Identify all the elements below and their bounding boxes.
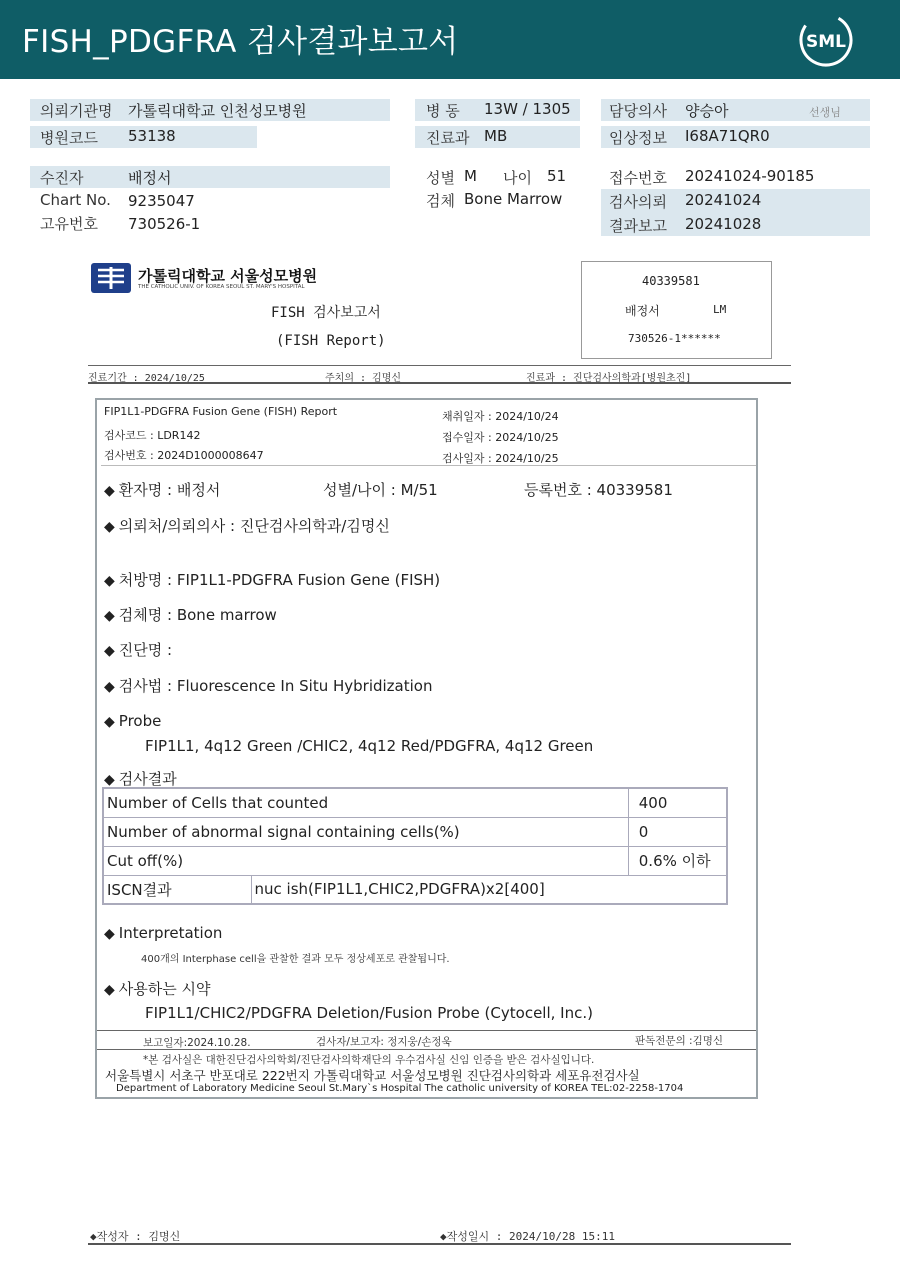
result-value: 20241028 bbox=[685, 215, 762, 233]
table-row bbox=[103, 846, 727, 875]
box-code: LM bbox=[713, 303, 727, 316]
test-title: FIP1L1-PDGFRA Fusion Gene (FISH) Report bbox=[104, 405, 338, 418]
uid-value: 730526-1 bbox=[128, 215, 201, 233]
chart-label: Chart No. bbox=[40, 191, 111, 209]
divider bbox=[88, 365, 791, 366]
interp-label: ◆ Interpretation bbox=[104, 924, 223, 942]
row-name: Number of abnormal signal containing cells(%) bbox=[103, 817, 628, 846]
divider bbox=[97, 1030, 756, 1031]
row-value: 400 bbox=[628, 788, 727, 817]
report-subtitle: (FISH Report) bbox=[276, 333, 386, 349]
sml-logo-icon bbox=[798, 12, 854, 68]
address-en: Department of Laboratory Medicine Seoul St.Mary`s Hospital The catholic university of KOREA TEL:02-2258-1704 bbox=[116, 1083, 684, 1094]
sexage-line: 성별/나이 : M/51 bbox=[323, 481, 438, 499]
divider bbox=[97, 1049, 756, 1050]
iscn-label: ISCN결과 bbox=[103, 875, 251, 904]
row-name: Number of Cells that counted bbox=[103, 788, 628, 817]
hospital-logo-icon bbox=[90, 262, 132, 294]
examiner: 검사자/보고자: 정지웅/손정욱 bbox=[316, 1036, 452, 1048]
address: 서울특별시 서초구 반포대로 222번지 가톨릭대학교 서울성모병원 진단검사의학과 세포유전검사실 bbox=[105, 1068, 640, 1083]
box-name: 배정서 bbox=[625, 304, 660, 318]
dept-value: MB bbox=[484, 127, 508, 145]
accept-value: 20241024-90185 bbox=[685, 167, 815, 185]
ward-label: 병 동 bbox=[426, 102, 460, 120]
specimen-line: ◆ 검체명 : Bone marrow bbox=[104, 606, 277, 624]
age-value: 51 bbox=[547, 167, 567, 185]
uid-label: 고유번호 bbox=[40, 215, 98, 233]
page-title: FISH_PDGFRA 검사결과보고서 bbox=[22, 24, 459, 60]
age-label: 나이 bbox=[503, 169, 532, 187]
hospital-label: 의뢰기관명 bbox=[40, 102, 113, 120]
dept-label: 진료과 bbox=[426, 129, 470, 147]
table-row bbox=[103, 875, 727, 904]
report-title: FISH 검사보고서 bbox=[271, 305, 381, 321]
reagent-label: ◆ 사용하는 시약 bbox=[104, 980, 211, 998]
table-row bbox=[103, 817, 727, 846]
meta-doctor: 주치의 : 김명신 bbox=[325, 373, 402, 384]
patient-value: 배정서 bbox=[128, 169, 172, 187]
table-row bbox=[103, 788, 727, 817]
hospcode-value: 53138 bbox=[128, 127, 176, 145]
clinical-label: 임상정보 bbox=[609, 129, 667, 147]
probe-value: FIP1L1, 4q12 Green /CHIC2, 4q12 Red/PDGFRA, 4q12 Green bbox=[145, 737, 594, 755]
patient-line: ◆ 환자명 : 배정서 bbox=[104, 481, 221, 499]
accept-label: 접수번호 bbox=[609, 169, 667, 187]
exam-date: 검사일자 : 2024/10/25 bbox=[442, 452, 559, 465]
specimen-value: Bone Marrow bbox=[464, 190, 563, 208]
report-date: 보고일자:2024.10.28. bbox=[143, 1037, 251, 1049]
referrer-line: ◆ 의뢰처/의뢰의사 : 진단검사의학과/김명신 bbox=[104, 517, 390, 535]
row-value: 0.6% 이하 bbox=[628, 846, 727, 875]
test-code: 검사코드 : LDR142 bbox=[104, 429, 201, 442]
doctor-value: 양승아 bbox=[685, 102, 729, 120]
diagnosis-line: ◆ 진단명 : bbox=[104, 641, 173, 659]
row-name: Cut off(%) bbox=[103, 846, 628, 875]
regno-line: 등록번호 : 40339581 bbox=[524, 481, 673, 499]
specimen-label: 검체 bbox=[426, 192, 455, 210]
doctor-suffix: 선생님 bbox=[809, 106, 841, 119]
divider bbox=[88, 1243, 791, 1245]
cert-note: *본 검사실은 대한진단검사의학회/진단검사의학재단의 우수검사실 신임 인증을 받은 검사실입니다. bbox=[143, 1054, 595, 1066]
chart-value: 9235047 bbox=[128, 192, 195, 210]
meta-dept: 진료과 : 진단검사의학과[병원초진] bbox=[526, 373, 692, 384]
clinical-value: I68A71QR0 bbox=[685, 127, 770, 145]
hospital-name: 가톨릭대학교 서울성모병원 bbox=[138, 267, 318, 285]
request-label: 검사의뢰 bbox=[609, 193, 667, 211]
collect-date: 채취일자 : 2024/10/24 bbox=[442, 410, 559, 423]
title-bar bbox=[0, 0, 900, 79]
reagent-value: FIP1L1/CHIC2/PDGFRA Deletion/Fusion Probe (Cytocell, Inc.) bbox=[145, 1004, 593, 1022]
written-date: ◆작성일시 : 2024/10/28 15:11 bbox=[440, 1230, 615, 1243]
interp-text: 400개의 Interphase cell을 관찰한 결과 모두 정상세포로 관찰됩니다. bbox=[141, 954, 450, 965]
doctor-label: 담당의사 bbox=[609, 102, 667, 120]
iscn-value: nuc ish(FIP1L1,CHIC2,PDGFRA)x2[400] bbox=[251, 875, 727, 904]
sex-value: M bbox=[464, 167, 477, 185]
box-uid: 730526-1****** bbox=[628, 332, 721, 345]
box-id: 40339581 bbox=[642, 274, 700, 288]
reviewer: 판독전문의 :김명신 bbox=[635, 1035, 724, 1047]
sex-label: 성별 bbox=[426, 169, 455, 187]
method-line: ◆ 검사법 : Fluorescence In Situ Hybridization bbox=[104, 677, 433, 695]
hospital-subtitle: THE CATHOLIC UNIV. OF KOREA SEOUL ST. MARY'S HOSPITAL bbox=[138, 284, 305, 290]
prescription-line: ◆ 처방명 : FIP1L1-PDGFRA Fusion Gene (FISH) bbox=[104, 571, 441, 589]
meta-period: 진료기간 : 2024/10/25 bbox=[88, 373, 205, 384]
request-value: 20241024 bbox=[685, 191, 762, 209]
info-band bbox=[30, 166, 390, 188]
accept-date: 접수일자 : 2024/10/25 bbox=[442, 431, 559, 444]
result-label: 결과보고 bbox=[609, 217, 667, 235]
test-no: 검사번호 : 2024D1000008647 bbox=[104, 449, 264, 462]
hospcode-label: 병원코드 bbox=[40, 129, 98, 147]
patient-box bbox=[581, 261, 772, 359]
row-value: 0 bbox=[628, 817, 727, 846]
svg-text:SML: SML bbox=[806, 32, 846, 52]
result-section-label: ◆ 검사결과 bbox=[104, 770, 177, 788]
probe-label: ◆ Probe bbox=[104, 712, 162, 730]
hospital-value: 가톨릭대학교 인천성모병원 bbox=[128, 102, 307, 120]
patient-label: 수진자 bbox=[40, 169, 84, 187]
result-table bbox=[102, 787, 728, 905]
writer: ◆작성자 : 김명신 bbox=[90, 1230, 181, 1243]
ward-value: 13W / 1305 bbox=[484, 100, 571, 118]
